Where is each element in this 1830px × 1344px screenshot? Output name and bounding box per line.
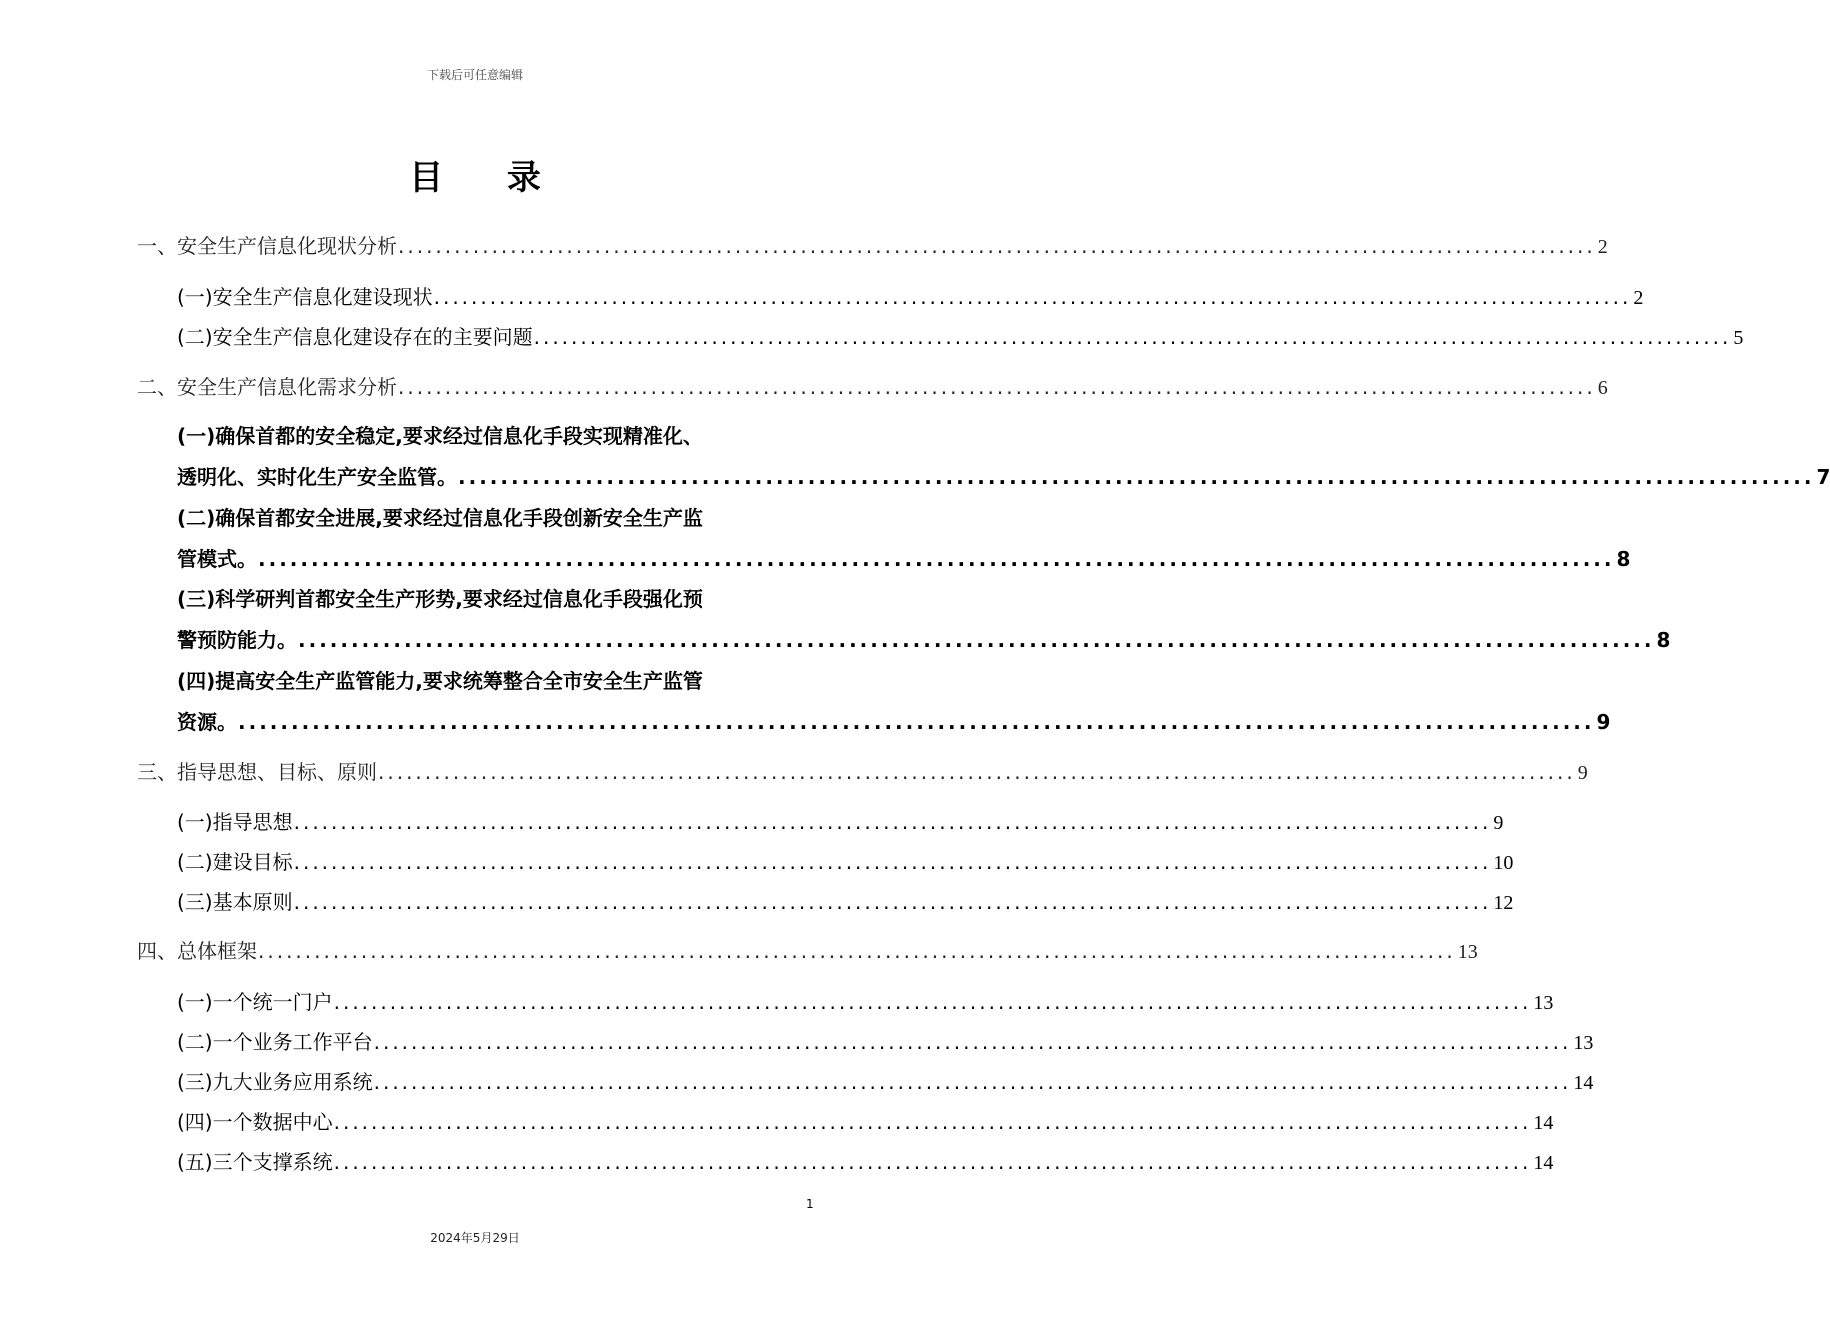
toc-entry-page: 9 <box>1596 710 1611 734</box>
toc-leader-dots: ................................................................................................................................ <box>293 810 1492 834</box>
toc-leader-dots: ................................................................................................................................ <box>238 710 1595 734</box>
toc-entry-text: 资源。 <box>177 710 237 734</box>
toc-leader-dots: ................................................................................................................................ <box>398 375 1596 399</box>
toc-entry-text: (四)一个数据中心 <box>177 1110 333 1134</box>
toc-entry-text: 一、安全生产信息化现状分析 <box>137 234 397 258</box>
toc-leader-dots: ................................................................................................................................ <box>293 890 1492 914</box>
toc-entry-text: 管模式。 <box>177 547 257 571</box>
toc-entry-2-3[interactable] <box>177 624 1671 653</box>
toc-entry-2-3-line1[interactable]: (三)科学研判首都安全生产形势,要求经过信息化手段强化预 <box>177 587 703 611</box>
toc-entry-text: (一)一个统一门户 <box>177 990 333 1014</box>
toc-entry-3-1[interactable] <box>177 806 1504 835</box>
toc-entry-section-2[interactable] <box>137 371 1608 400</box>
toc-entry-text: 二、安全生产信息化需求分析 <box>137 375 397 399</box>
toc-entry-section-4[interactable] <box>137 935 1478 964</box>
toc-entry-4-3[interactable] <box>177 1066 1594 1095</box>
toc-leader-dots: ................................................................................................................................ <box>298 628 1655 652</box>
toc-entry-2-4-line1[interactable]: (四)提高安全生产监管能力,要求统筹整合全市安全生产监管 <box>177 669 703 693</box>
toc-entry-page: 10 <box>1493 852 1514 874</box>
page-number: 1 <box>806 1197 814 1211</box>
toc-entry-page: 14 <box>1533 1152 1554 1174</box>
toc-entry-1-2[interactable] <box>177 321 1744 350</box>
toc-entry-page: 13 <box>1533 992 1554 1014</box>
toc-leader-dots: ................................................................................................................................ <box>398 234 1596 258</box>
toc-leader-dots: ................................................................................................................................ <box>258 939 1456 963</box>
toc-entry-page: 14 <box>1573 1072 1594 1094</box>
toc-entry-section-3[interactable] <box>137 756 1588 785</box>
toc-leader-dots: ................................................................................................................................ <box>258 547 1615 571</box>
page-title: 目 录 <box>409 158 567 198</box>
toc-leader-dots: ................................................................................................................................ <box>293 850 1492 874</box>
toc-entry-2-2[interactable] <box>177 543 1631 572</box>
toc-entry-3-2[interactable] <box>177 846 1514 875</box>
toc-entry-text: (一)指导思想 <box>177 810 293 834</box>
toc-entry-2-1[interactable] <box>177 461 1830 490</box>
toc-leader-dots: ................................................................................................................................ <box>333 1150 1532 1174</box>
toc-entry-text: (三)基本原则 <box>177 890 293 914</box>
toc-leader-dots: ................................................................................................................................ <box>533 325 1732 349</box>
toc-leader-dots: ................................................................................................................................ <box>373 1070 1572 1094</box>
toc-entry-2-1-line1[interactable]: (一)确保首都的安全稳定,要求经过信息化手段实现精准化、 <box>177 424 703 448</box>
toc-entry-text: (二)安全生产信息化建设存在的主要问题 <box>177 325 533 349</box>
toc-entry-page: 9 <box>1577 762 1588 784</box>
toc-leader-dots: ................................................................................................................................ <box>458 465 1815 489</box>
toc-entry-page: 8 <box>1616 547 1631 571</box>
toc-entry-page: 2 <box>1633 287 1644 309</box>
toc-entry-page: 8 <box>1656 628 1671 652</box>
toc-entry-text: (五)三个支撑系统 <box>177 1150 333 1174</box>
toc-entry-1-1[interactable] <box>177 281 1644 310</box>
toc-entry-4-4[interactable] <box>177 1106 1554 1135</box>
toc-entry-text: 警预防能力。 <box>177 628 297 652</box>
toc-entry-4-5[interactable] <box>177 1146 1554 1175</box>
toc-entry-4-1[interactable] <box>177 986 1554 1015</box>
toc-entry-page: 13 <box>1457 941 1478 963</box>
toc-entry-page: 14 <box>1533 1112 1554 1134</box>
toc-entry-2-2-line1[interactable]: (二)确保首都安全进展,要求经过信息化手段创新安全生产监 <box>177 506 703 530</box>
page-footer-date: 2024年5月29日 <box>430 1231 520 1245</box>
toc-entry-2-4[interactable] <box>177 706 1611 735</box>
toc-leader-dots: ................................................................................................................................ <box>333 1110 1532 1134</box>
toc-entry-3-3[interactable] <box>177 886 1514 915</box>
toc-entry-page: 2 <box>1597 236 1608 258</box>
toc-entry-page: 12 <box>1493 892 1514 914</box>
toc-entry-page: 13 <box>1573 1032 1594 1054</box>
toc-entry-page: 5 <box>1733 327 1744 349</box>
toc-entry-page: 6 <box>1597 377 1608 399</box>
toc-entry-text: (二)一个业务工作平台 <box>177 1030 373 1054</box>
toc-entry-text: (三)九大业务应用系统 <box>177 1070 373 1094</box>
toc-entry-text: (一)安全生产信息化建设现状 <box>177 285 433 309</box>
toc-entry-text: 透明化、实时化生产安全监管。 <box>177 465 457 489</box>
toc-leader-dots: ................................................................................................................................ <box>433 285 1632 309</box>
page-header: 下载后可任意编辑 <box>426 68 523 82</box>
toc-entry-page: 9 <box>1493 812 1504 834</box>
toc-entry-text: 四、总体框架 <box>137 939 257 963</box>
toc-entry-4-2[interactable] <box>177 1026 1594 1055</box>
toc-entry-section-1[interactable] <box>137 230 1608 259</box>
toc-leader-dots: ................................................................................................................................ <box>373 1030 1572 1054</box>
toc-entry-page: 7 <box>1816 465 1830 489</box>
toc-leader-dots: ................................................................................................................................ <box>378 760 1576 784</box>
toc-entry-text: 三、指导思想、目标、原则 <box>137 760 377 784</box>
toc-entry-text: (二)建设目标 <box>177 850 293 874</box>
toc-leader-dots: ................................................................................................................................ <box>333 990 1532 1014</box>
